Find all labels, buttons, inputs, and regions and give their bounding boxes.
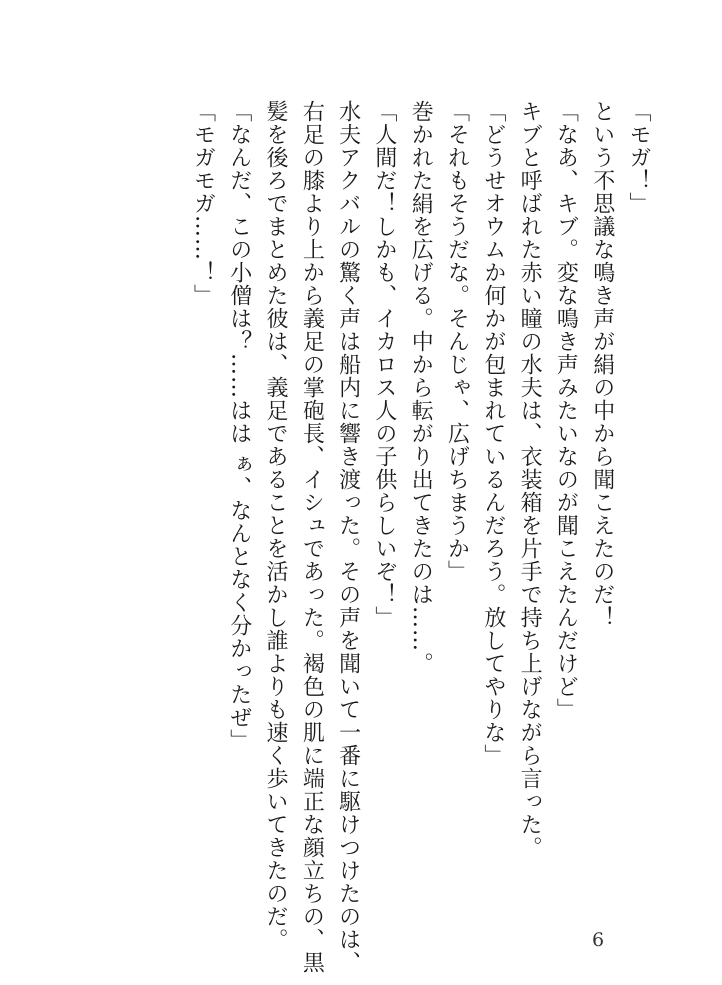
page-number: 6 xyxy=(592,929,605,951)
text-line: 「モガモガ……！」 xyxy=(190,100,216,307)
text-line: 「なあ、キブ。変な鳴き声みたいなのが聞こえたんだけど」 xyxy=(553,100,579,721)
text-line: 巻かれた絹を広げる。中から転がり出てきたのは……。 xyxy=(408,100,434,675)
text-line: 水夫アクバルの驚く声は船内に響き渡った。その声を聞いて一番に駆けつけたのは、 xyxy=(335,100,361,974)
vertical-text-body xyxy=(184,100,656,974)
text-line: という不思議な鳴き声が絹の中から聞こえたのだ！ xyxy=(589,100,615,629)
text-line: 髪を後ろでまとめた彼は、義足であることを活かし誰よりも速く歩いてきたのだ。 xyxy=(263,100,289,951)
text-line: 「モガ！」 xyxy=(626,100,651,215)
text-line: 「どうせオウムか何かが包まれているんだろう。放してやりな」 xyxy=(480,100,506,767)
text-line: 右足の膝より上から義足の掌砲長、イシュであった。褐色の肌に端正な顔立ちの、黒 xyxy=(299,100,325,974)
text-line: キブと呼ばれた赤い瞳の水夫は、衣装箱を片手で持ち上げながら言った。 xyxy=(517,100,543,859)
text-line: 「人間だ！しかも、イカロス人の子供らしいぞ！」 xyxy=(371,100,397,629)
text-line: 「なんだ、この小僧は？……はは ぁ、なんとなく分かったぜ」 xyxy=(226,100,252,752)
text-line: 「それもそうだな。そんじゃ、広げちまうか」 xyxy=(444,100,470,583)
